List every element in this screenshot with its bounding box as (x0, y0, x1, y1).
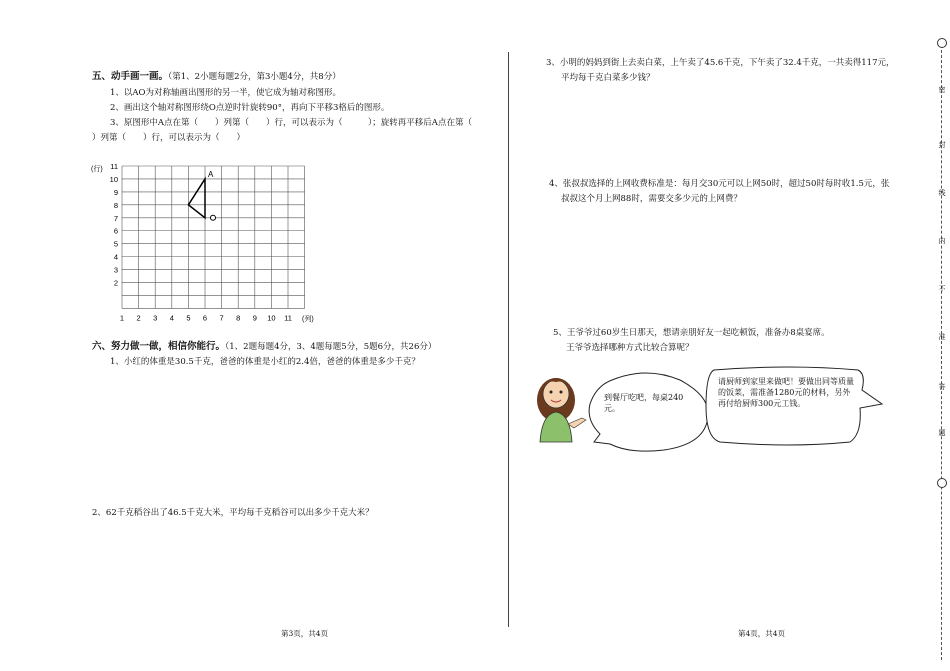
q5-line1: 5、王爷爷过60岁生日那天，想请亲朋好友一起吃顿饭，准备办8桌宴席。 (553, 328, 830, 338)
y-tick-label: 2 (113, 278, 118, 288)
q4-line2: 叔叔这个月上网88时，需要交多少元的上网费？ (561, 194, 742, 204)
binding-hole-bottom (937, 478, 947, 488)
x-tick-label: 11 (284, 313, 292, 323)
x-tick-label: 1 (119, 313, 125, 323)
x-tick-label: 2 (136, 313, 141, 323)
binding-char: 密 (938, 86, 946, 94)
y-tick-label: 6 (113, 226, 118, 236)
section5-score-note: （第1、2小题每题2分，第3小题4分，共8分） (168, 72, 341, 82)
triangle-shape (188, 179, 205, 218)
x-axis-label: (列) (302, 316, 314, 323)
section6-heading (92, 341, 436, 353)
binding-hole-top (937, 38, 947, 48)
q3-line1: 3、小明的妈妈到街上去卖白菜，上午卖了45.6千克，下午卖了32.4千克，一共卖得117元， (546, 58, 895, 68)
section5-item-1: 1、以AO为对称轴画出图形的另一半，使它成为轴对称图形。 (110, 88, 342, 98)
section6-q2: 2、62千克稻谷出了46.5千克大米，平均每千克稻谷可以出多少千克大米？ (92, 508, 374, 518)
y-tick-label: 11 (110, 162, 118, 171)
grid-lines (122, 166, 305, 308)
y-tick-label: 8 (113, 200, 118, 210)
x-tick-label: 7 (219, 313, 224, 323)
binding-dashed-line (941, 45, 942, 660)
y-axis-label: (行) (91, 166, 103, 173)
footer-page3: 第3页，共4页 (281, 629, 329, 638)
page-divider (508, 52, 509, 627)
x-tick-label: 8 (236, 313, 241, 323)
binding-char: 答 (938, 383, 946, 391)
y-tick-label: 3 (113, 265, 118, 275)
section6-title: 六、努力做一做，相信你能行。 (92, 341, 226, 352)
x-tick-label: 10 (267, 313, 276, 323)
x-ticks (120, 313, 292, 322)
binding-char: 题 (938, 429, 946, 437)
section6-score-note: （1、2题每题4分，3、4题每题5分，5题6分，共26分） (225, 342, 437, 352)
q5-line2: 王爷爷选择哪种方式比较合算呢？ (566, 343, 694, 353)
section5-item-2: 2、画出这个轴对称图形绕O点逆时针旋转90°，再向下平移3格后的图形。 (110, 103, 390, 113)
section5-title: 五、动手画一画。 (92, 71, 169, 82)
section6-q1: 1、小红的体重是30.5千克，爸爸的体重是小红的2.4倍，爸爸的体重是多少千克？ (110, 357, 420, 367)
section5-heading (92, 71, 341, 83)
y-tick-label: 5 (113, 239, 118, 249)
coordinate-grid (88, 158, 328, 328)
y-ticks (110, 162, 118, 288)
x-tick-label: 6 (202, 313, 208, 323)
y-tick-label: 9 (113, 187, 118, 197)
y-tick-label: 4 (113, 252, 118, 262)
x-tick-label: 4 (169, 313, 174, 323)
y-tick-label: 7 (113, 213, 118, 223)
x-tick-label: 5 (186, 313, 191, 323)
section5-item-3-cont: ）列第（ ）行，可以表示为（ ） (92, 133, 246, 143)
x-tick-label: 3 (153, 313, 158, 323)
x-tick-label: 9 (252, 313, 257, 323)
bubble2-text: 请厨师到家里来做吧！要做出同等质量的饭菜，需准备1280元的材料，另外再付给厨师300元工钱。 (718, 377, 854, 408)
binding-char: 准 (938, 333, 946, 341)
q4-line1: 4、张叔叔选择的上网收费标准是：每月交30元可以上网50时，超过50时每时收1.5元，张 (549, 179, 890, 189)
point-o-marker (211, 215, 216, 220)
y-tick-label: 10 (109, 174, 118, 184)
section5-item-3: 3、原图形中A点在第（ ）列第（ ）行，可以表示为（ ）；旋转再平移后A点在第（ (110, 118, 472, 128)
binding-char: 内 (938, 237, 946, 245)
binding-char: 不 (938, 285, 946, 293)
binding-char: 线 (938, 189, 946, 197)
bubble1-text: 到餐厅吃吧，每桌240元。 (604, 393, 684, 413)
point-a-label: A (208, 169, 214, 179)
binding-char: 封 (938, 141, 946, 149)
footer-page4: 第4页，共4页 (738, 629, 786, 638)
q3-line2: 平均每千克白菜多少钱？ (561, 73, 655, 83)
